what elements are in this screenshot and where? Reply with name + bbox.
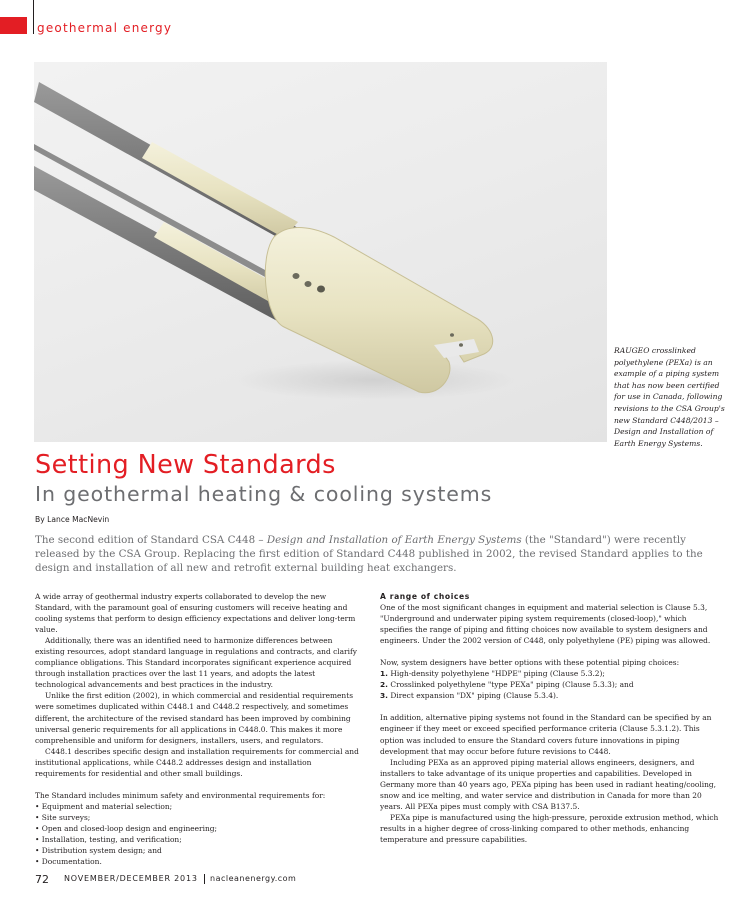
website-link[interactable]: nacleanenergy.com	[210, 874, 297, 883]
standfirst	[35, 533, 710, 576]
list-item: • Open and closed-loop design and engineering;	[35, 823, 218, 833]
list-number: 2.	[380, 680, 389, 690]
paragraph: One of the most significant changes in equipment and material selection is Clause 5.3, "Underground and underwater piping system requirements (closed-loop)," which specifies the range of piping and fitting choices now available to system designers and engineers. Under the 2002 version of C448, only polyethylene (PE) piping was allowed.	[380, 603, 711, 646]
list-item	[380, 690, 720, 701]
fitting-hole	[293, 273, 300, 279]
fitting-hole	[317, 286, 325, 293]
byline: By Lance MacNevin	[35, 515, 110, 524]
paragraph: Unlike the first edition (2002), in which commercial and residential requirements were sometimes duplicated within C448.1 and C448.2 respectively, and sometimes different, the architecture of the revised standard has been improved by combining universal generic requirements for all applications in C448.0. This makes it more comprehensible and uniform for designers, installers, users, and regulators.	[35, 691, 354, 745]
section-label: geothermal energy	[37, 21, 173, 35]
article-subtitle: In geothermal heating & cooling systems	[35, 482, 493, 506]
section-color-tab	[0, 17, 27, 34]
fitting-hole	[450, 333, 454, 337]
list-text: Crosslinked polyethylene "type PEXa" piping (Clause 5.3.3); and	[388, 680, 634, 690]
list-text: Direct expansion "DX" piping (Clause 5.3.4).	[388, 691, 559, 701]
pipe-illustration	[34, 62, 607, 442]
list-item: • Documentation.	[35, 857, 102, 867]
section-heading: A range of choices	[380, 592, 470, 601]
list-number: 3.	[380, 691, 389, 701]
page-number: 72	[35, 873, 49, 886]
standfirst-title: Design and Installation of Earth Energy Systems	[266, 534, 522, 546]
list-item: • Distribution system design; and	[35, 846, 162, 856]
lower-pipe	[34, 166, 304, 330]
paragraph: C448.1 describes specific design and installation requirements for commercial and institutional applications, while C448.2 addresses design and installation requirements for residential and other small buildings.	[35, 746, 359, 778]
list-item: • Installation, testing, and verification;	[35, 834, 182, 844]
pipe-ubend-photo	[34, 62, 607, 442]
list-intro: The Standard includes minimum safety and environmental requirements for:	[35, 790, 326, 800]
body-column-left	[35, 591, 359, 867]
issue-date: NOVEMBER/DECEMBER 2013	[64, 874, 198, 883]
list-item: • Equipment and material selection;	[35, 801, 173, 811]
paragraph: A wide array of geothermal industry experts collaborated to develop the new Standard, with the paramount goal of ensuring customers will receive heating and cooling systems that perform to design efficiency expectations and deliver long-term value.	[35, 592, 356, 635]
article-title: Setting New Standards	[35, 450, 336, 480]
list-text: High-density polyethylene "HDPE" piping (Clause 5.3.2);	[388, 669, 605, 679]
photo-caption: RAUGEO crosslinked polyethylene (PEXa) is an example of a piping system that has now been certified for use in Canada, following revisions to the CSA Group's new Standard C448/2013 – Design and Installation of Earth Energy Systems.	[614, 346, 725, 448]
footer-divider	[204, 874, 205, 884]
list-item: • Site surveys;	[35, 812, 91, 822]
standfirst-part-b: (the "Standard") were recently released by the CSA Group. Replacing the first edition of Standard C448 published in 2002, the revised Standard applies to the design and installation of all new and retrofit external building heat exchangers.	[35, 534, 703, 575]
paragraph: Additionally, there was an identified need to harmonize differences between existing resources, adopt standard language in regulations and contracts, and clarify compliance obligations. This Standard incorporates significant experience acquired through installation practices over the last 11 years, and adopts the latest technological advancements and best practices in the industry.	[35, 636, 357, 690]
paragraph: In addition, alternative piping systems not found in the Standard can be specified by an engineer if they meet or exceed specified performance criteria (Clause 5.3.1.2). This option was included to ensure the Standard covers future innovations in piping development that may occur before future revisions to C448.	[380, 713, 712, 756]
body-column-right	[380, 591, 720, 845]
standfirst-part-a: The second edition of Standard CSA C448 –	[35, 534, 267, 546]
paragraph: Including PEXa as an approved piping material allows engineers, designers, and installers to take advantage of its unique properties and capabilities. Developed in Germany more than 40 years ago, PEXa piping has been used in radiant heating/cooling, snow and ice melting, and water service and distribution in Canada for more than 20 years. All PEXa pipes must comply with CSA B137.5.	[380, 757, 717, 811]
fitting-hole	[459, 343, 463, 347]
paragraph: Now, system designers have better options with these potential piping choices:	[380, 658, 680, 668]
fitting-hole	[305, 281, 312, 287]
list-number: 1.	[380, 669, 389, 679]
list-item	[380, 668, 720, 679]
list-item	[380, 679, 720, 690]
paragraph: PEXa pipe is manufactured using the high-pressure, peroxide extrusion method, which results in a higher degree of cross-linking compared to other methods, enhancing temperature and pressure capabilities.	[380, 812, 719, 844]
header-rule	[33, 0, 34, 34]
